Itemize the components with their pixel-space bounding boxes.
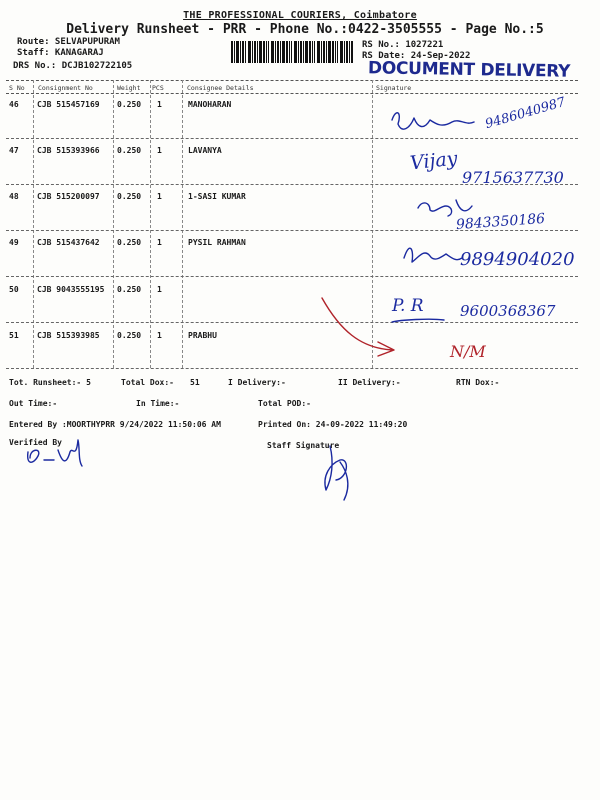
col-header-consignee: Consignee Details [187,84,254,92]
row-consignee: LAVANYA [188,146,222,155]
row-consignment-no: CJB 515393985 [37,331,100,340]
row-sno: 47 [9,146,19,155]
row-consignment-no: CJB 515393966 [37,146,100,155]
row-weight: 0.250 [117,331,142,340]
column-divider [182,80,183,368]
row-sno: 51 [9,331,19,340]
barcode-image [231,41,353,63]
signature-scribble-46 [392,113,474,129]
signature-scribble-48 [418,200,472,216]
handwritten-phone-46: 9486040987 [483,94,568,133]
total-dox-value: 51 [190,378,200,387]
handwritten-phone-50: 9600368367 [460,302,556,320]
col-header-sno: S No [9,84,25,92]
row-pcs: 1 [157,331,162,340]
signature-scribble-49 [404,248,462,262]
row-sno: 49 [9,238,19,247]
row-pcs: 1 [157,192,162,201]
out-time: Out Time:- [9,399,58,408]
row-consignee: PRABHU [188,331,217,340]
in-time: In Time:- [136,399,180,408]
staff-signature [325,446,348,500]
row-consignment-no: CJB 515437642 [37,238,100,247]
row-separator [6,138,578,139]
row-weight: 0.250 [117,192,142,201]
col-header-weight: Weight [117,84,141,92]
total-pod: Total POD:- [258,399,311,408]
handwritten-note-51: N/M [450,342,486,361]
document-delivery-stamp: DOCUMENT DELIVERY [367,58,571,82]
handwritten-name-47: Vijay [408,147,459,175]
row-separator [6,276,578,277]
handwritten-name-50: P. R [392,296,424,316]
row-sno: 46 [9,100,19,109]
printed-on: Printed On: 24-09-2022 11:49:20 [258,420,408,429]
company-name: THE PROFESSIONAL COURIERS, Coimbatore [183,10,417,21]
handwritten-phone-48: 9843350186 [455,210,546,234]
row-consignment-no: CJB 9043555195 [37,285,105,294]
staff-label: Staff: KANAGARAJ [17,48,104,58]
row-consignee: 1-SASI KUMAR [188,192,246,201]
row-consignment-no: CJB 515200097 [37,192,100,201]
row-consignee: PYSIL RAHMAN [188,238,246,247]
drs-number: DRS No.: DCJB102722105 [13,61,133,71]
entered-by: Entered By :MOORTHYPRR 9/24/2022 11:50:06 AM [9,420,221,429]
route-label: Route: SELVAPUPURAM [17,37,120,47]
rs-date: RS Date: 24-Sep-2022 [362,51,471,61]
handwritten-phone-47: 9715637730 [462,168,564,187]
staff-signature-label: Staff Signature [267,441,340,450]
column-divider [33,80,34,368]
row-weight: 0.250 [117,238,142,247]
arrowhead [378,342,394,356]
total-dox-label: Total Dox:- [121,378,174,387]
row-sno: 50 [9,285,19,294]
row-separator [6,322,578,323]
runsheet-title: Delivery Runsheet - PRR - Phone No.:0422-3505555 - Page No.:5 [66,22,544,37]
row-weight: 0.250 [117,146,142,155]
rtn-dox: RTN Dox:- [456,378,500,387]
arrow-stroke [322,298,392,350]
tot-runsheet: Tot. Runsheet:- 5 [9,378,91,387]
i-delivery: I Delivery:- [228,378,286,387]
row-pcs: 1 [157,238,162,247]
verified-by-label: Verified By [9,438,62,447]
row-pcs: 1 [157,285,162,294]
col-header-pcs: PCS [152,84,164,92]
row-weight: 0.250 [117,100,142,109]
row-consignment-no: CJB 515457169 [37,100,100,109]
column-divider [372,80,373,368]
row-sno: 48 [9,192,19,201]
table-header-rule [6,93,578,94]
row-pcs: 1 [157,146,162,155]
row-weight: 0.250 [117,285,142,294]
ii-delivery: II Delivery:- [338,378,401,387]
row-pcs: 1 [157,100,162,109]
col-header-signature: Signature [376,84,412,92]
col-header-consignment: Consignment No [38,84,93,92]
rs-number: RS No.: 1027221 [362,40,444,50]
column-divider [113,80,114,368]
handwritten-phone-49: 9894904020 [460,249,575,270]
column-divider [150,80,151,368]
table-bottom-rule [6,368,578,369]
row-consignee: MANOHARAN [188,100,232,109]
table-top-rule [6,80,578,81]
